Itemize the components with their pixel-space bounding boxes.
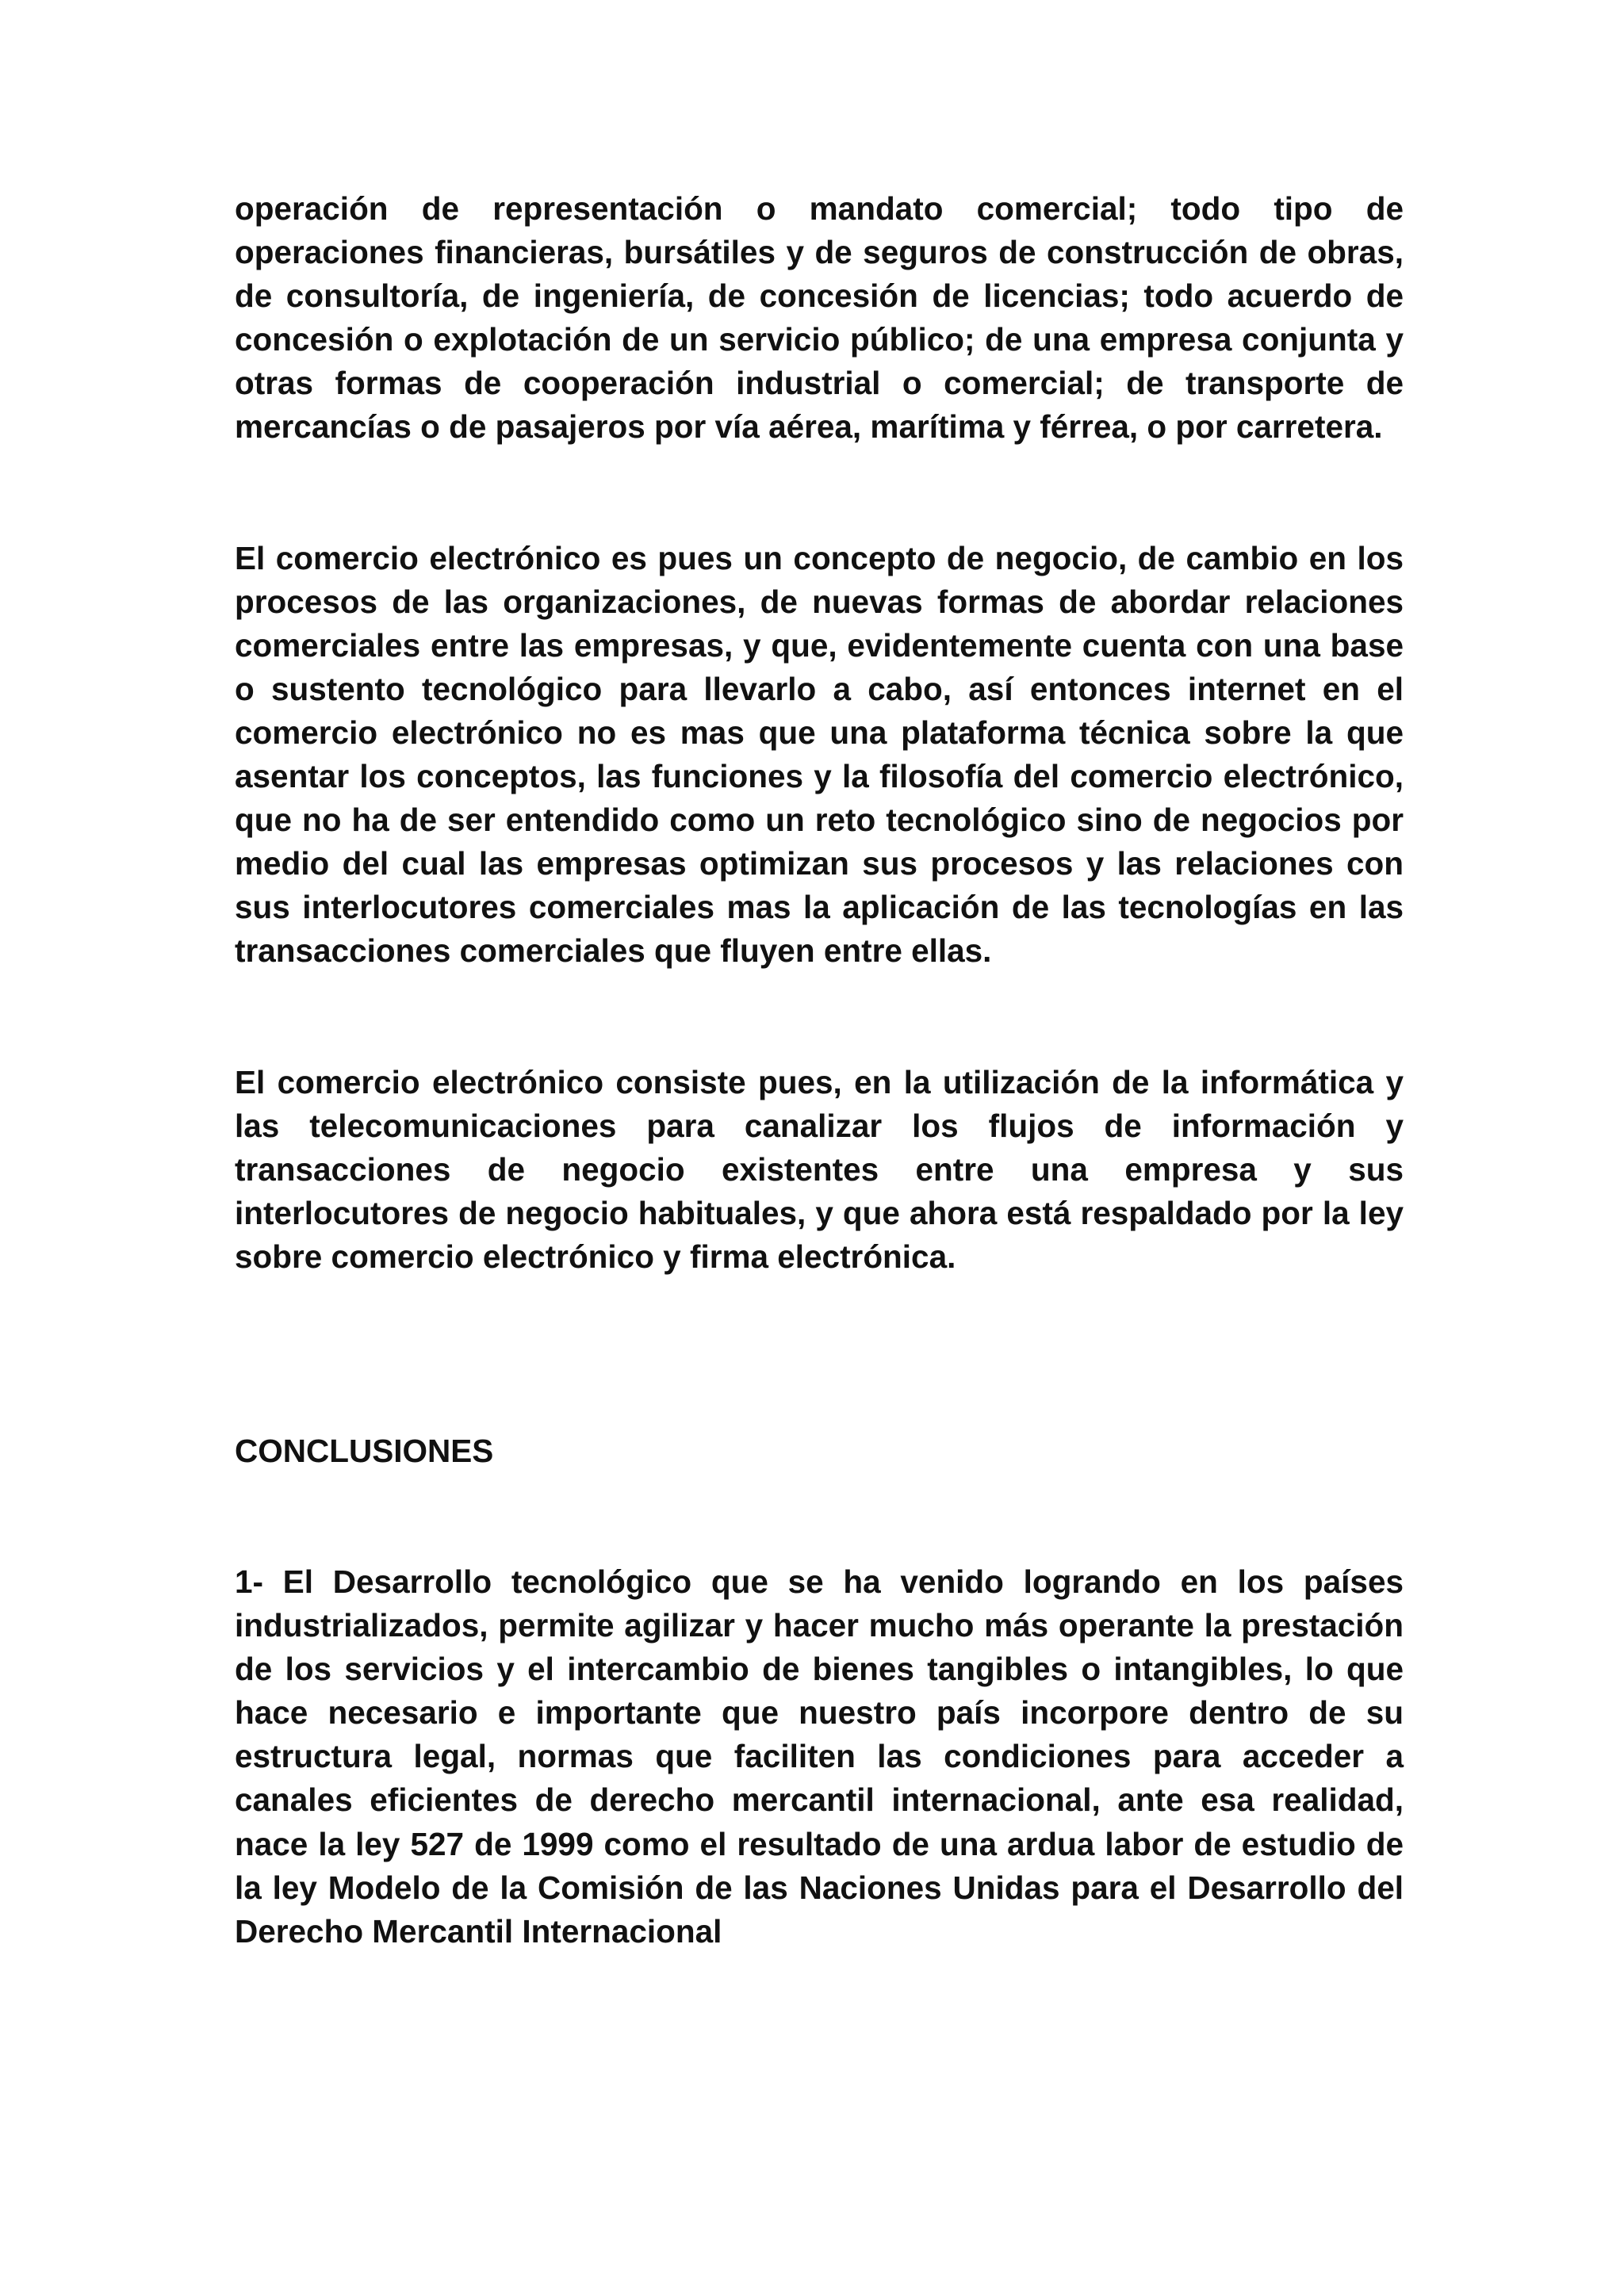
paragraph-definition: El comercio electrónico consiste pues, en la utilización de la informática y las telecomunicaciones para canalizar los flujos de información y transacciones de negocio existentes entre una empresa y sus interlocutores de negocio habituales, y que ahora está respaldado por la ley sobre comercio electrónico y firma electrónica.	[235, 1063, 1404, 1275]
paragraph-scope: operación de representación o mandato comercial; todo tipo de operaciones financieras, bursátiles y de seguros de construcción de obras, de consultoría, de ingeniería, de concesión de licencias; todo acuerdo de concesión o explotación de un servicio público; de una empresa conjunta y otras formas de cooperación industrial o comercial; de transporte de mercancías o de pasajeros por vía aérea, marítima y férrea, o por carretera.	[235, 190, 1404, 446]
paragraph-concept: El comercio electrónico es pues un concepto de negocio, de cambio en los procesos de las organizaciones, de nuevas formas de abordar relaciones comerciales entre las empresas, y que, evidentemente cuenta con una base o sustento tecnológico para llevarlo a cabo, así entonces internet en el comercio electrónico no es mas que una plataforma técnica sobre la que asentar los conceptos, las funciones y la filosofía del comercio electrónico, que no ha de ser entendido como un reto tecnológico sino de negocios por medio del cual las empresas optimizan sus procesos y las relaciones con sus interlocutores comerciales mas la aplicación de las tecnologías en las transacciones comerciales que fluyen entre ellas.	[235, 539, 1404, 970]
document-body	[235, 187, 1404, 1954]
conclusion-item-1: 1- El Desarrollo tecnológico que se ha venido logrando en los países industrializados, permite agilizar y hacer mucho más operante la prestación de los servicios y el intercambio de bienes tangibles o intangibles, lo que hace necesario e importante que nuestro país incorpore dentro de su estructura legal, normas que faciliten las condiciones para acceder a canales eficientes de derecho mercantil internacional, ante esa realidad, nace la ley 527 de 1999 como el resultado de una ardua labor de estudio de la ley Modelo de la Comisión de las Naciones Unidas para el Desarrollo del Derecho Mercantil Internacional	[235, 1563, 1404, 1950]
section-heading: CONCLUSIONES	[235, 1432, 494, 1469]
